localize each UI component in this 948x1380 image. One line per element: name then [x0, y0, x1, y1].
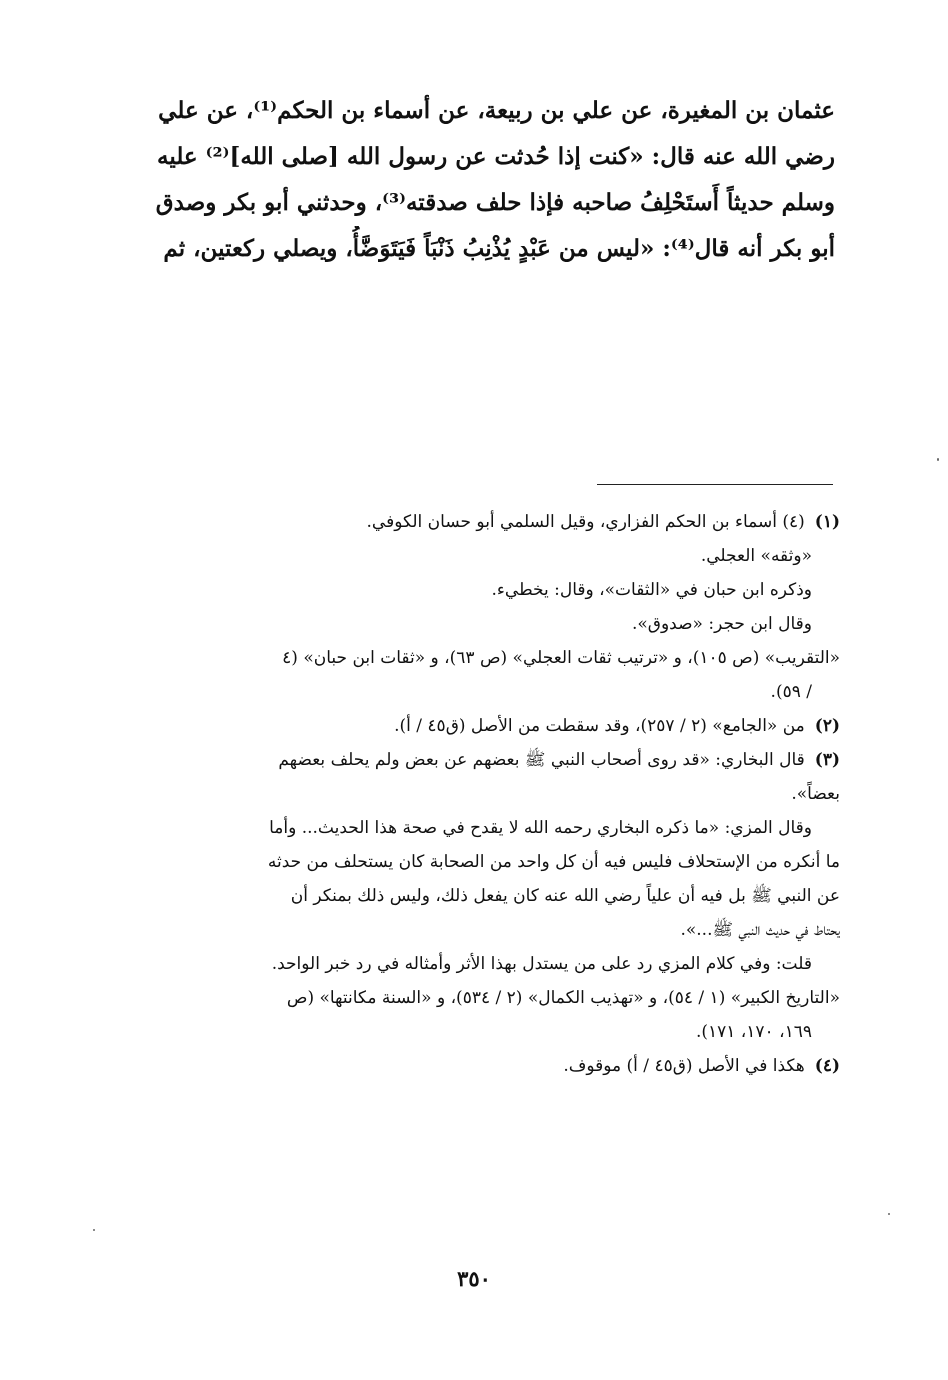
footnote-3: [110, 743, 840, 1049]
footnote-number: (٣): [814, 750, 840, 770]
footnote-text: وقال المزي: «ما ذكره البخاري رحمه الله لا يقدح في صحة هذا الحديث... وأما: [269, 818, 812, 838]
footnote-text: وقال ابن حجر: «صدوق».: [631, 614, 812, 634]
main-text-line: أبو بكر أنه قال⁽⁴⁾: «ليس من عَبْدٍ يُذْنِبُ ذَنْبَاً فَيَتَوَضَّأُ، ويصلي ركعتين، ثم: [163, 235, 835, 262]
main-text-line: رضي الله عنه قال: «كنت إذا حُدثت عن رسول الله [صلى الله]⁽²⁾ عليه: [157, 143, 835, 170]
footnote-4: [110, 1049, 840, 1083]
footnote-1: [110, 505, 840, 709]
main-text-block: [110, 88, 835, 272]
footnote-text: «التاريخ الكبير» (١ / ٥٤)، و «تهذيب الكمال» (٢ / ٥٣٤)، و «السنة مكانتها» (ص: [286, 988, 840, 1008]
footnote-text: (٤) أسماء بن الحكم الفزاري، وقيل السلمي أبو حسان الكوفي.: [366, 512, 805, 532]
scan-speck: [93, 1229, 95, 1231]
footnote-number: (٤): [814, 1056, 840, 1076]
footnote-text: من «الجامع» (٢ / ٢٥٧)، وقد سقطت من الأصل (ق٤٥ / أ).: [394, 716, 805, 736]
footnote-number: (٢): [814, 716, 840, 736]
main-text-line: وسلم حديثاً أَستَحْلِفُ صاحبه فإذا حلف صدقته⁽³⁾، وحدثني أبو بكر وصدق: [155, 189, 835, 216]
footnote-separator: [597, 484, 833, 485]
footnote-text: «التقريب» (ص ١٠٥)، و «ترتيب ثقات العجلي» (ص ٦٣)، و «ثقات ابن حبان» (٤: [282, 648, 840, 668]
footnote-2: [110, 709, 840, 743]
scan-speck: [888, 1213, 890, 1215]
footnote-text: «وثقه» العجلي.: [700, 546, 812, 566]
footnote-text: هكذا في الأصل (ق٤٥ / أ) موقوف.: [563, 1056, 805, 1076]
footnote-text: يحتاط في حديث النبي ﷺ...».: [680, 920, 840, 940]
footnote-text: وذكره ابن حبان في «الثقات»، وقال: يخطيء.: [491, 580, 812, 600]
page-number: ٣٥٠: [457, 1266, 491, 1291]
scan-speck: [937, 458, 939, 461]
footnote-text: عن النبي ﷺ بل فيه أن علياً رضي الله عنه كان يفعل ذلك، وليس ذلك بمنكر أن: [290, 886, 840, 906]
footnote-text: ١٦٩، ١٧٠، ١٧١).: [695, 1022, 812, 1042]
footnote-text: قلت: وفي كلام المزي رد على من يستدل بهذا الأثر وأمثاله في رد خبر الواحد.: [271, 954, 812, 974]
footnote-text: ما أنكره من الإستحلاف فليس فيه أن كل واحد من الصحابة كان يستحلف من حدثه: [267, 852, 840, 872]
footnote-text: قال البخاري: «قد روى أصحاب النبي ﷺ بعضهم عن بعض ولم يحلف بعضهم: [278, 750, 805, 770]
footnotes-block: [110, 505, 840, 1083]
footnote-number: (١): [814, 512, 840, 532]
footnote-text: بعضاً».: [791, 784, 840, 804]
footnote-text: / ٥٩).: [770, 682, 812, 702]
main-text-line: عثمان بن المغيرة، عن علي بن ربيعة، عن أسماء بن الحكم⁽¹⁾، عن علي: [158, 97, 835, 124]
